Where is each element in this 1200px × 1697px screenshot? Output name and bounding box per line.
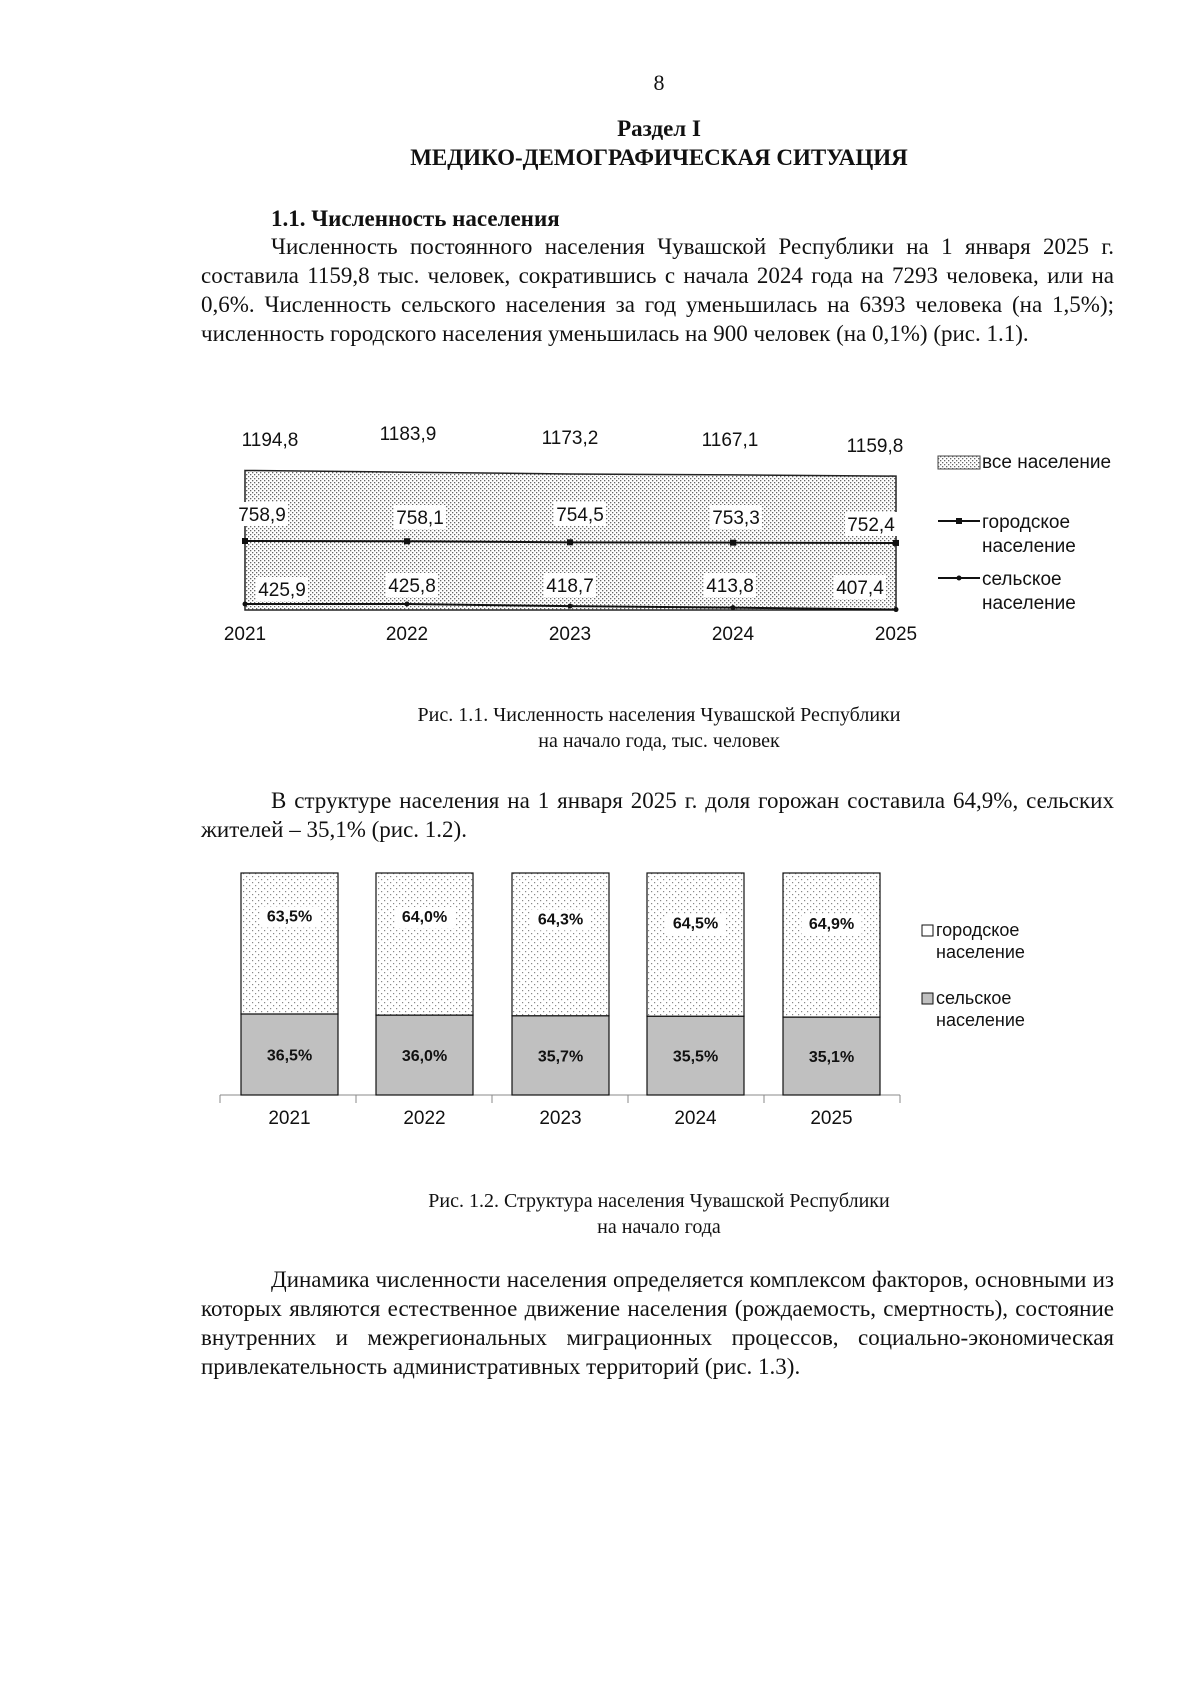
x-tick-2023: 2023 — [548, 624, 592, 645]
bar-label-rural-2023: 35,7% — [537, 1048, 584, 1066]
legend-label-rural-1: сельское — [982, 569, 1062, 590]
label-urban-2025: 752,4 — [847, 515, 895, 536]
bar-label-urban-2021: 63,5% — [266, 908, 313, 926]
section-subtitle: МЕДИКО-ДЕМОГРАФИЧЕСКАЯ СИТУАЦИЯ — [410, 145, 908, 170]
bar-urban-2023 — [512, 873, 609, 1016]
label-all-2025: 1159,8 — [846, 436, 904, 457]
bar-urban-2022 — [376, 873, 473, 1015]
bar-label-rural-2024: 35,5% — [672, 1048, 719, 1066]
figure-2-caption — [0, 1188, 1200, 1240]
bar-label-rural-2021: 36,5% — [266, 1047, 313, 1065]
x-tick-bar-2025: 2025 — [810, 1108, 853, 1129]
legend-swatch-urban-share — [922, 925, 933, 936]
label-rural-2025: 407,4 — [836, 578, 884, 599]
legend-label-rural-2: население — [982, 593, 1076, 614]
x-tick-2021: 2021 — [223, 624, 267, 645]
bar-label-urban-2025: 64,9% — [808, 916, 855, 934]
legend-label-rural-share-2: население — [936, 1010, 1025, 1030]
label-rural-2022: 425,8 — [388, 576, 436, 597]
legend-label-rural-share-1: сельское — [936, 988, 1012, 1008]
bar-label-rural-2025: 35,1% — [808, 1049, 855, 1067]
label-all-2021: 1194,8 — [241, 430, 299, 451]
paragraph-population-dynamics: Динамика численности населения определяется комплексом факторов, основными из которых являются естественное движение населения (рождаемость, смертность), состояние внутренних и межрегиональных миграционных процессов, социально-экономическая привлекательность административных территорий (рис. 1.3). — [201, 1267, 1114, 1379]
figure-1-caption-line2: на начало года, тыс. человек — [538, 730, 780, 752]
figure-2-caption-line2: на начало года — [597, 1216, 721, 1238]
label-rural-2023: 418,7 — [546, 576, 594, 597]
bar-label-rural-2022: 36,0% — [401, 1048, 448, 1066]
bar-urban-2025 — [783, 873, 880, 1017]
bar-label-urban-2023: 64,3% — [537, 911, 584, 929]
x-tick-2024: 2024 — [711, 624, 755, 645]
label-urban-2022: 758,1 — [396, 508, 444, 529]
subsection-title: 1.1. Численность населения — [271, 206, 560, 231]
paragraph-population-structure: В структуре населения на 1 января 2025 г. доля горожан составила 64,9%, сельских жителей – 35,1% (рис. 1.2). — [201, 788, 1114, 842]
legend-label-urban-1: городское — [982, 512, 1071, 533]
legend-swatch-rural-share — [922, 993, 933, 1004]
paragraph-population-count: Численность постоянного населения Чувашской Республики на 1 января 2025 г. составила 1159,8 тыс. человек, сократившись с начала 2024 года на 7293 человека, или на 0,6%. Численность сельского населения за год уменьшилась на 6393 человека (на 1,5%); численность городского населения уменьшилась на 900 человек (на 0,1%) (рис. 1.1). — [201, 234, 1114, 346]
legend-label-all: все население — [982, 452, 1112, 473]
x-tick-2022: 2022 — [385, 624, 429, 645]
x-tick-2025: 2025 — [874, 624, 918, 645]
bar-urban-2021 — [241, 873, 338, 1014]
legend-label-urban-2: население — [982, 536, 1076, 557]
x-tick-bar-2024: 2024 — [674, 1108, 717, 1129]
bar-label-urban-2022: 64,0% — [401, 909, 448, 927]
label-all-2024: 1167,1 — [701, 430, 759, 451]
section-title: Раздел I — [617, 116, 701, 141]
x-tick-bar-2021: 2021 — [268, 1108, 311, 1129]
legend-label-urban-share-1: городское — [936, 920, 1020, 940]
figure-1-caption-line1: Рис. 1.1. Численность населения Чувашской Республики — [417, 704, 901, 726]
bar-urban-2024 — [647, 873, 744, 1016]
figure-2-caption-line1: Рис. 1.2. Структура населения Чувашской Республики — [428, 1190, 890, 1212]
label-urban-2024: 753,3 — [712, 508, 760, 529]
label-all-2023: 1173,2 — [541, 428, 599, 449]
page-number: 8 — [653, 70, 665, 95]
bar-label-urban-2024: 64,5% — [672, 915, 719, 933]
label-rural-2024: 413,8 — [706, 576, 754, 597]
label-rural-2021: 425,9 — [258, 580, 306, 601]
label-all-2022: 1183,9 — [379, 424, 437, 445]
x-tick-bar-2023: 2023 — [539, 1108, 582, 1129]
x-tick-bar-2022: 2022 — [403, 1108, 446, 1129]
legend-label-urban-share-2: население — [936, 942, 1025, 962]
label-urban-2021: 758,9 — [238, 505, 286, 526]
label-urban-2023: 754,5 — [556, 505, 604, 526]
